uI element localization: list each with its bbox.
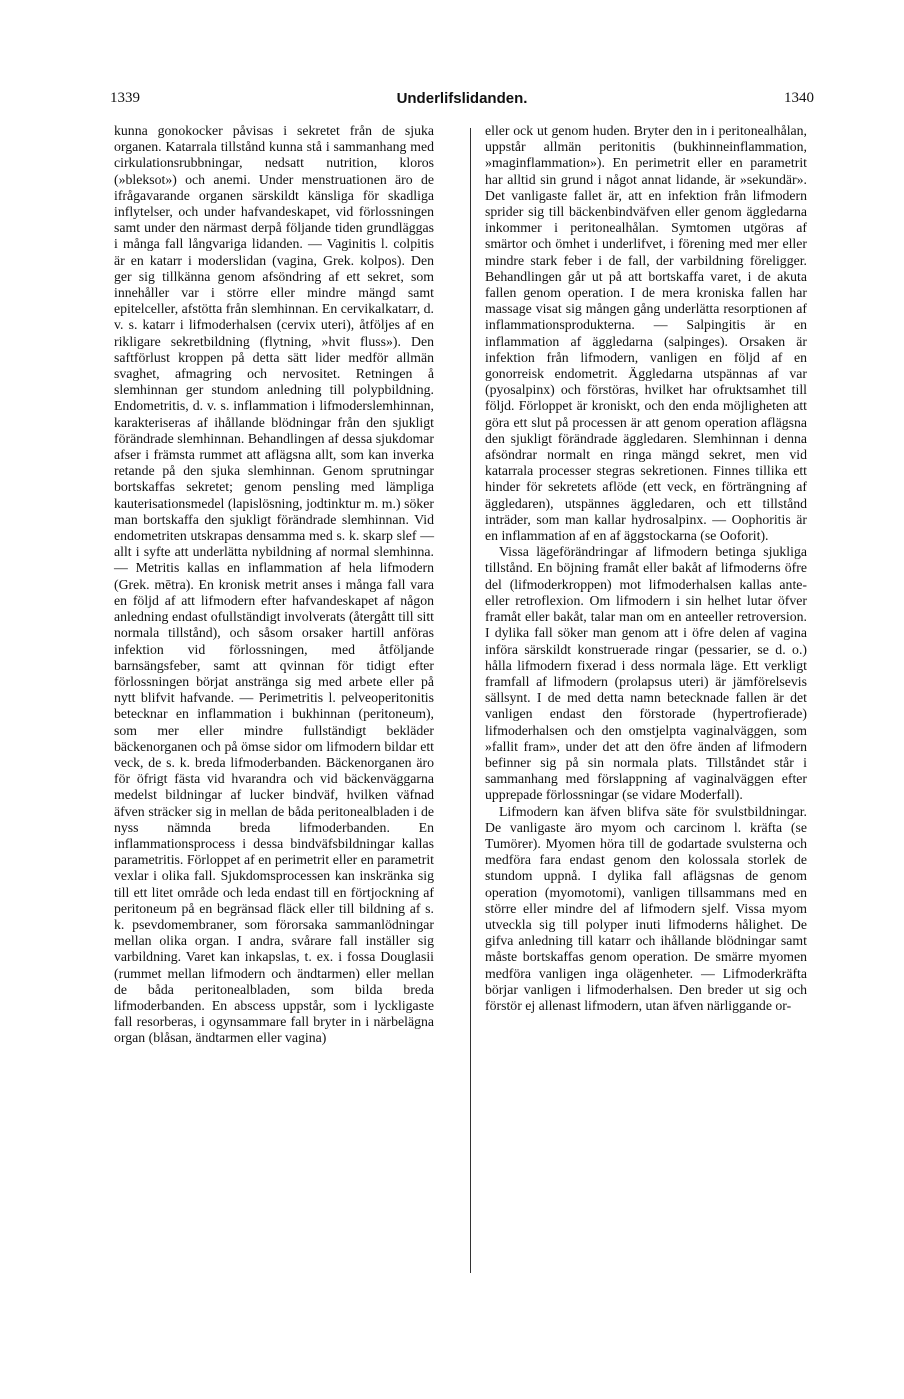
- page-number-left: 1339: [110, 90, 140, 106]
- page-number-right: 1340: [784, 90, 814, 106]
- column-divider: [470, 128, 471, 1273]
- right-paragraph-3: Lifmodern kan äfven blifva säte för svulstbildningar. De vanligaste äro myom och carcinom l. kräfta (se Tumörer). Myomen höra till de godartade svulsterna och medföra fara endast genom den kolossala storlek de stundom uppnå. I dylika fall aflägsnas de genom operation (myomotomi), vanligen tillsammans med en större eller mindre del af lifmodern sjelf. Vissa myom utveckla sig till polyper inuti lifmoderns hålighet. De gifva anledning till katarr och ihållande blödningar samt måste bortskaffas genom operation. De smärre myomen medföra vanligen inga olägenheter. — Lifmoderkräfta börjar vanligen i lifmoderhalsen. Den breder ut sig och förstör ej allenast lifmodern, utan äfven närliggande or-: [485, 803, 807, 1013]
- page-header: [110, 90, 814, 114]
- left-paragraph-1: kunna gonokocker påvisas i sekretet från de sjuka organen. Katarrala tillstånd kunna stå i sammanhang med cirkulationsrubbningar, nedsatt nutrition, kloros (»bleksot») och anemi. Under menstruationen äro de ifrågavarande organen särskildt känsliga för skadliga inflytelser, och under hafvandeskapet, vid förlossningen samt under den närmast derpå följande tiden grundläggas i många fall långvariga lidanden. — Vaginitis l. colpitis är en katarr i moderslidan (vagina, Grek. kolpos). Den ger sig tillkänna genom afsöndring af ett sekret, som innehåller var i större eller mindre mängd samt epitelceller, afstötta från slemhinnan. En cervikalkatarr, d. v. s. katarr i lifmoderhalsen (cervix uteri), åtföljes af en rikligare sekretbildning (flytning, »hvit fluss»). Den saftförlust kroppen på detta sätt lider medför allmän svaghet, afmagring och nervositet. Retningen å slemhinnan ger stundom anledning till polypbildning. Endometritis, d. v. s. inflammation i lifmoderslemhinnan, karakteriseras af ihållande blödningar från den sjukligt förändrade slemhinnan. Behandlingen af dessa sjukdomar afser i främsta rummet att aflägsna allt, som kan inverka retande på den sjuka slemhinnan. Genom sprutningar bortskaffas sekretet; genom pensling med lämpliga kauterisationsmedel (lapislösning, jodtinktur m. m.) söker man bortskaffa den sjukligt förändrade slemhinnan. Vid endometriten utskrapas densamma med s. k. skarp slef — allt i syfte att underlätta nybildning af normal slemhinna. — Metritis kallas en inflammation af hela lifmodern (Grek. mētra). En kronisk metrit anses i många fall vara en följd af att lifmodern efter hafvandeskapet af någon anledning endast ofullständigt involverats (återgått till sitt normala tillstånd), och såsom orsaker hartill anföras infektion vid förlossningen, med åtföljande barnsängsfeber, samt att qvinnan för tidigt efter förlossningen börjat anstränga sig med arbete eller på nytt blifvit hafvande. — Perimetritis l. pelveoperitonitis betecknar en inflammation i bukhinnan (peritoneum), som mer eller mindre fullständigt bekläder bäckenorganen och på ömse sidor om lifmodern bildar ett veck, de s. k. breda lifmoderbanden. Bäckenorganen äro för öfrigt fästa vid hvarandra och vid bäckenväggarna medelst bildningar af lucker bindväf, hvilken väfnad äfven sträcker sig in mellan de båda peritonealbladen i de nyss nämnda breda lifmoderbanden. En inflammationsprocess i dessa bindväfsbildningar kallas parametritis. Förloppet af en perimetrit eller en parametrit vexlar i olika fall. Sjukdomsprocessen kan inskränka sig till ett litet område och leda endast till en förtjockning af peritoneum på en begränsad fläck eller till bildning af s. k. psevdomembraner, som förorsaka sammanlödningar mellan olika organ. I andra, svårare fall inställer sig varbildning. Varet kan inkapslas, t. ex. i fossa Douglasii (rummet mellan lifmodern och ändtarmen) eller mellan de båda peritonealbladen, som bilda breda lifmoderbanden. En abscess uppstår, som i lyckligaste fall resorberas, i ogynsammare fall bryter in i närbelägna organ (blåsan, ändtarmen eller vagina): [114, 123, 434, 1046]
- left-column: [114, 123, 434, 1047]
- running-title: Underlifslidanden.: [396, 90, 528, 107]
- right-paragraph-2: Vissa lägeförändringar af lifmodern betinga sjukliga tillstånd. En böjning framåt eller bakåt af lifmoderns öfre del (lifmoderkroppen) mot lifmoderhalsen kallas ante- eller retroflexion. Om lifmodern i sin helhet lutar öfver framåt eller bakåt, talar man om en anteeller retroversion. I dylika fall söker man genom att i öfre delen af vagina införa särskildt konstruerade ringar (pessarier, se d. o.) hålla lifmodern fixerad i dess normala läge. Ett verkligt framfall af lifmodern (prolapsus uteri) är jämförelsevis sällsynt. I de med detta namn betecknade fallen är det vanligen endast den förstorade (hypertrofierade) lifmoderhalsen och den omstjelpta vaginalväggen, som »fallit fram», under det att den öfre änden af lifmodern befinner sig på sin normala plats. Tillståndet står i sammanhang med förslappning af vaginalväggen efter upprepade förlossningar (se vidare Moderfall).: [485, 544, 807, 803]
- right-column: [485, 123, 807, 1014]
- right-paragraph-1: eller ock ut genom huden. Bryter den in i peritonealhålan, uppstår allmän peritonitis (bukhinneinflammation, »maginflammation»). En perimetrit eller en parametrit har alltid sin grund i något annat lidande, är »sekundär». Det vanligaste fallet är, att en infektion från lifmodern sprider sig till bäckenbindväfven eller genom äggledarna inkommer i peritonealhålan. Symtomen utgöras af smärtor och ömhet i underlifvet, i förening med mer eller mindre stark feber i de fall, der varbildning föreligger. Behandlingen går ut på att bortskaffa varet, i de akuta fallen genom operation. I de mera kroniska fallen har massage visat sig mången gång underlätta resorptionen af inflammationsprodukterna. — Salpingitis är en inflammation af äggledarna (salpinges). Orsaken är infektion från lifmodern, vanligen en följd af en gonorreisk endometrit. Äggledarna utspännas af var (pyosalpinx) och förstöras, hvilket har ofruktsamhet till följd. Förloppet är kroniskt, och den enda möjligheten att göra ett slut på processen är att genom operation aflägsna den sjukligt förändrade äggledaren. Slemhinnan i denna afsöndrar normalt en ringa mängd sekret, men vid katarrala processer stegras sekretionen. Finnes tillika ett hinder för sekretets aflöde (ett veck, en förträngning af äggledaren), utspännes äggledaren, och ett tillstånd inträder, som man kallar hydrosalpinx. — Oophoritis är en inflammation af en af äggstockarna (se Ooforit).: [485, 123, 807, 544]
